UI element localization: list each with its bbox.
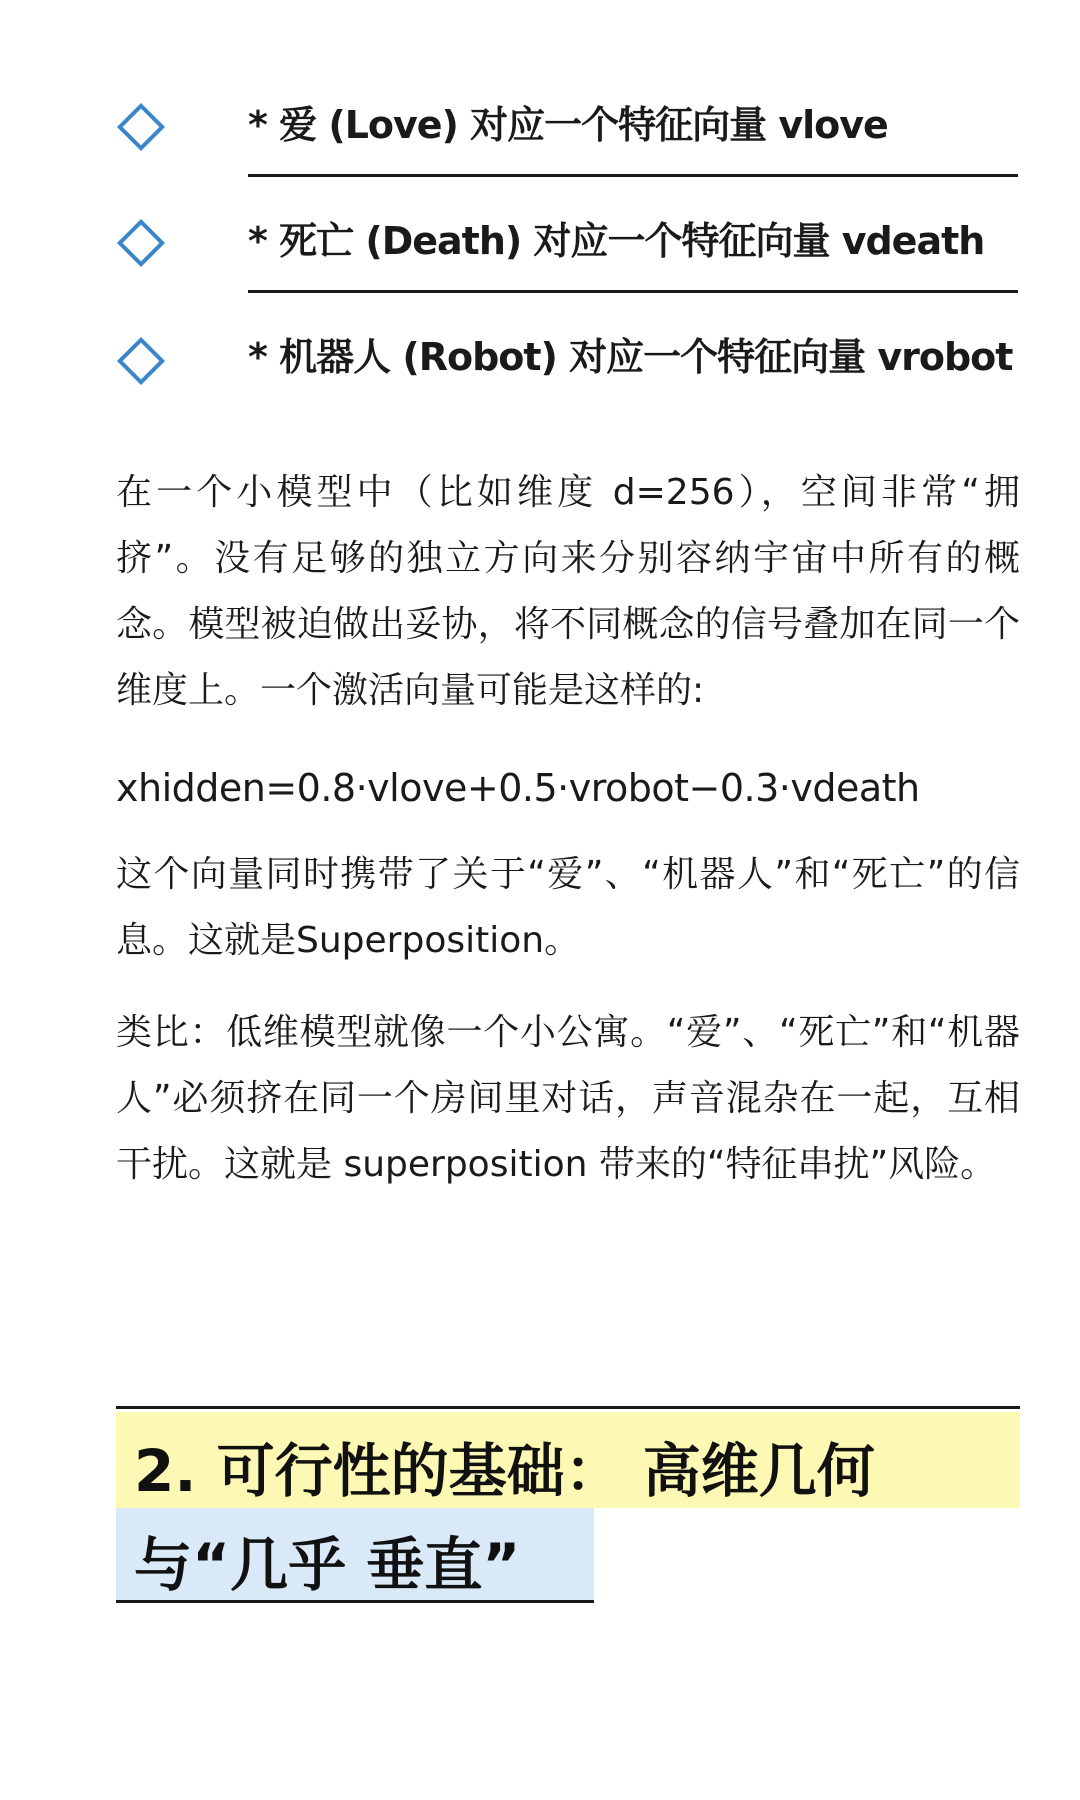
diamond-outline-icon [117, 337, 165, 385]
formula: xhidden=0.8·vlove+0.5·vrobot−0.3·vdeath [116, 766, 920, 810]
paragraph-analogy: 类比：低维模型就像一个小公寓。“爱”、“死亡”和“机器人”必须挤在同一个房间里对话，声音混杂在一起，互相干扰。这就是 superposition 带来的“特征串扰”风险。 [116, 1012, 1020, 1185]
diamond-outline-icon [117, 219, 165, 267]
bullet-item [0, 292, 1080, 408]
diamond-outline-icon [117, 103, 165, 151]
section-heading-line1: 2. 可行性的基础： 高维几何 [134, 1437, 875, 1505]
bullet-text: * 机器人 (Robot) 对应一个特征向量 vrobot [248, 335, 1013, 379]
section-heading-line2: 与“几乎 垂直” [134, 1531, 521, 1599]
paragraph-superposition: 这个向量同时携带了关于“爱”、“机器人”和“死亡”的信息。这就是Superposition。 [116, 854, 1020, 961]
heading-top-rule [116, 1406, 1020, 1409]
bullet-item [0, 60, 1080, 176]
bullet-item [0, 176, 1080, 292]
paragraph-crowded-space: 在一个小模型中（比如维度 d=256），空间非常“拥挤”。没有足够的独立方向来分别容纳宇宙中所有的概念。模型被迫做出妥协，将不同概念的信号叠加在同一个维度上。一个激活向量可能是这样的: [116, 472, 1020, 711]
bullet-text: * 爱 (Love) 对应一个特征向量 vlove [248, 103, 888, 147]
bullet-text: * 死亡 (Death) 对应一个特征向量 vdeath [248, 219, 985, 263]
